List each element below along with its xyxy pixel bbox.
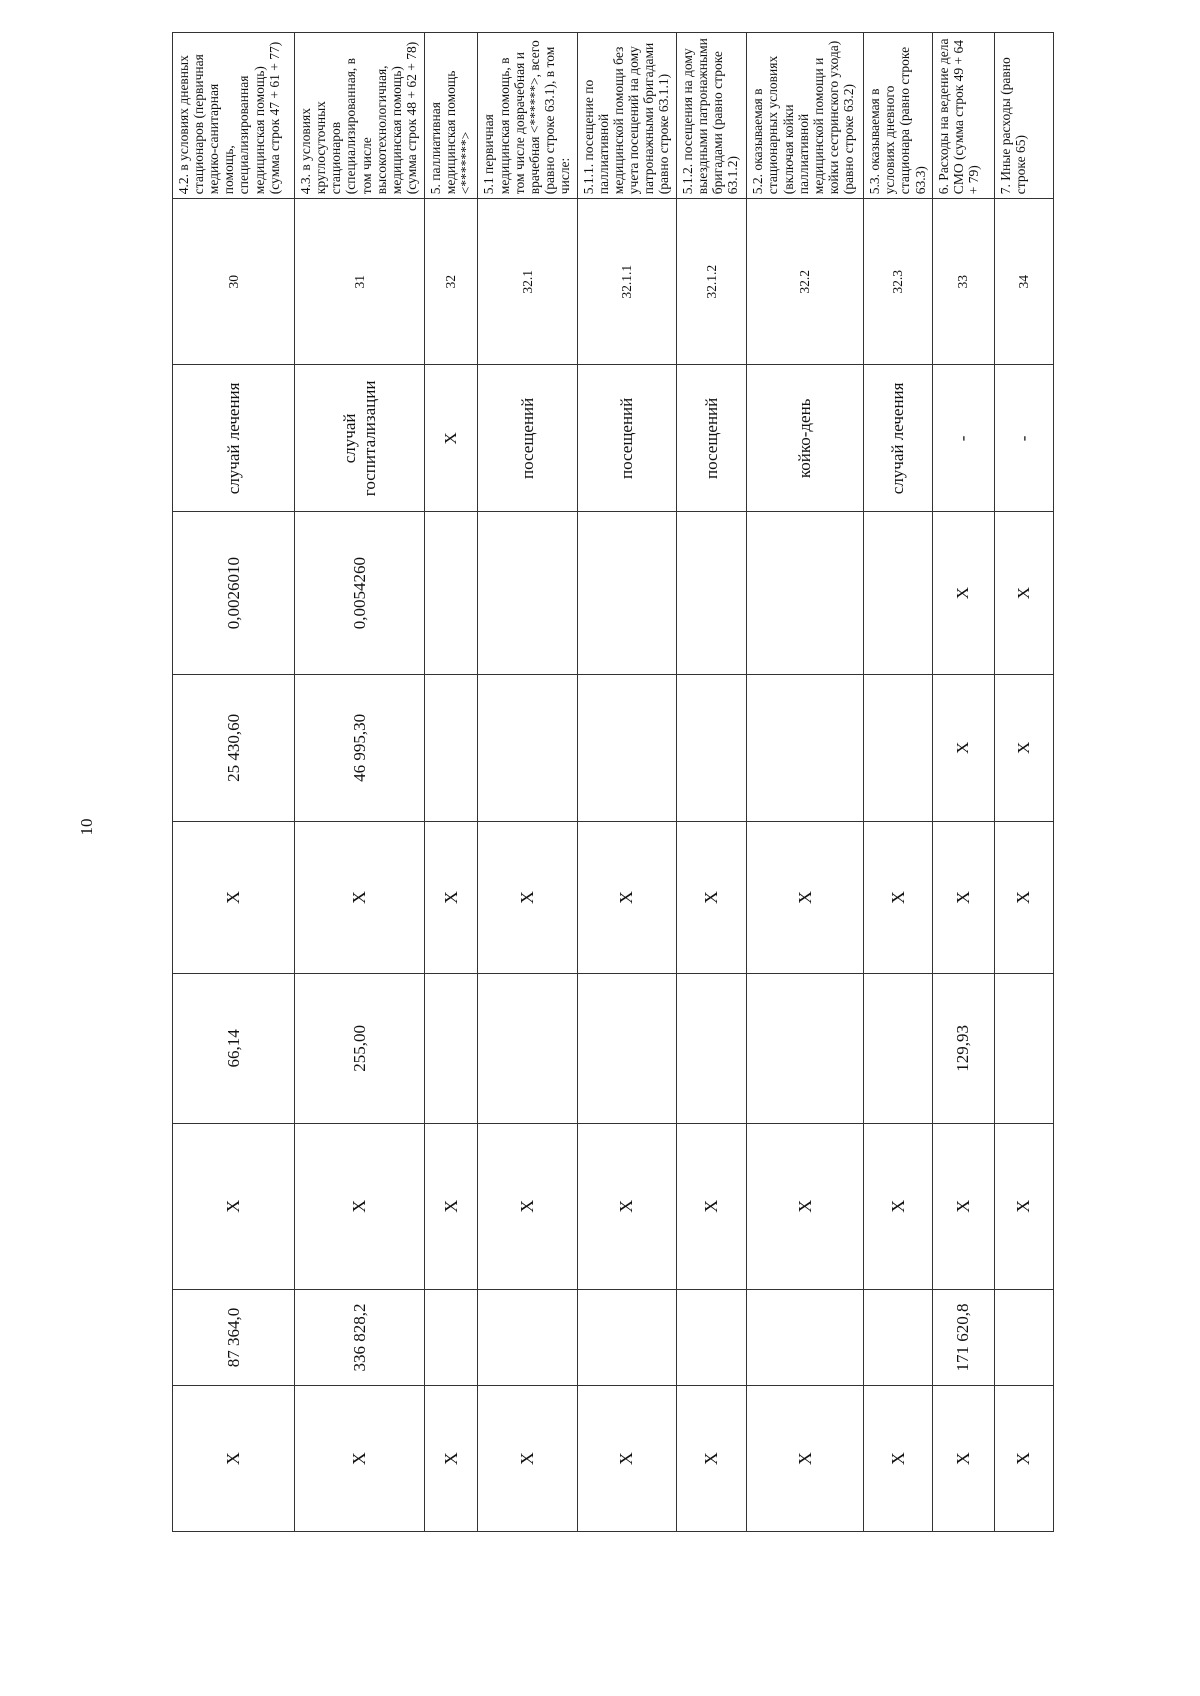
cell-col4 [478, 512, 577, 674]
cell-col10: X [994, 1386, 1053, 1532]
cell-row-label: 6. Расходы на ведение дела СМО (сумма строк 49 + 64 + 79) [932, 33, 994, 199]
cell-row-code: 32 [425, 199, 478, 365]
cell-unit: случай лечения [864, 365, 933, 512]
cell-col4: X [932, 512, 994, 674]
page-number: 10 [77, 818, 96, 836]
table-row [677, 33, 747, 1532]
cell-row-code: 32.1.1 [577, 199, 676, 365]
cell-col10: X [747, 1386, 864, 1532]
cell-col7: 66,14 [173, 974, 295, 1124]
table-row [747, 33, 864, 1532]
cell-col6: X [932, 821, 994, 973]
cell-row-code: 34 [994, 199, 1053, 365]
cell-col7 [577, 974, 676, 1124]
cell-col4 [577, 512, 676, 674]
cell-row-label: 4.2. в условиях дневных стационаров (первичная медико-санитарная помощь, специализированная медицинская помощь) (сумма строк 47 + 61 + 77) [173, 33, 295, 199]
cell-row-code: 32.3 [864, 199, 933, 365]
cell-col10: X [932, 1386, 994, 1532]
cell-row-code: 32.2 [747, 199, 864, 365]
cell-col9 [478, 1289, 577, 1385]
cell-col7 [864, 974, 933, 1124]
table-row [994, 33, 1053, 1532]
cell-col6: X [478, 821, 577, 973]
cell-unit: случай лечения [173, 365, 295, 512]
table-row [478, 33, 577, 1532]
cell-col6: X [425, 821, 478, 973]
cell-row-code: 32.1.2 [677, 199, 747, 365]
cell-col4 [677, 512, 747, 674]
table-row [173, 33, 295, 1532]
cell-col8: X [425, 1123, 478, 1289]
cell-col6: X [173, 821, 295, 973]
cell-col9 [864, 1289, 933, 1385]
cell-col5 [577, 674, 676, 821]
cell-col8: X [577, 1123, 676, 1289]
cell-col6: X [677, 821, 747, 973]
table-row [932, 33, 994, 1532]
cell-col8: X [747, 1123, 864, 1289]
cell-col5 [425, 674, 478, 821]
cell-col8: X [994, 1123, 1053, 1289]
cell-col9: 171 620,8 [932, 1289, 994, 1385]
cell-col4 [864, 512, 933, 674]
cell-col7 [425, 974, 478, 1124]
cell-unit: посещений [677, 365, 747, 512]
cell-unit: койко-день [747, 365, 864, 512]
cell-col9: 87 364,0 [173, 1289, 295, 1385]
cell-row-label: 5.1.1. посещение по паллиативной медицинской помощи без учета посещений на дому патронажными бригадами (равно строке 63.1.1) [577, 33, 676, 199]
cell-unit: посещений [478, 365, 577, 512]
rotated-table-wrapper [172, 32, 1054, 1532]
cell-row-code: 33 [932, 199, 994, 365]
cell-col9 [994, 1289, 1053, 1385]
cell-col5: 25 430,60 [173, 674, 295, 821]
cell-col5: 46 995,30 [295, 674, 425, 821]
cost-norms-table [172, 32, 1054, 1532]
cell-col4 [425, 512, 478, 674]
cell-col10: X [478, 1386, 577, 1532]
cell-col8: X [295, 1123, 425, 1289]
cell-row-label: 5.3. оказываемая в условиях дневного стационара (равно строке 63.3) [864, 33, 933, 199]
cell-unit: X [425, 365, 478, 512]
cell-col9 [425, 1289, 478, 1385]
cell-col8: X [677, 1123, 747, 1289]
cell-col4: 0,0054260 [295, 512, 425, 674]
cell-col4: 0,0026010 [173, 512, 295, 674]
cell-col5 [478, 674, 577, 821]
cell-col5: X [994, 674, 1053, 821]
cell-row-label: 5.2. оказываемая в стационарных условиях (включая койки паллиативной медицинской помощи и койки сестринского ухода) (равно строке 63.2) [747, 33, 864, 199]
cell-col7 [994, 974, 1053, 1124]
cell-col5: X [932, 674, 994, 821]
cell-col7: 255,00 [295, 974, 425, 1124]
cell-col5 [677, 674, 747, 821]
cell-col10: X [864, 1386, 933, 1532]
cell-unit: - [994, 365, 1053, 512]
cell-col6: X [864, 821, 933, 973]
cell-col7 [677, 974, 747, 1124]
cell-col4: X [994, 512, 1053, 674]
cell-unit: - [932, 365, 994, 512]
cell-col6: X [577, 821, 676, 973]
cell-col7 [747, 974, 864, 1124]
cell-col8: X [864, 1123, 933, 1289]
cell-row-code: 31 [295, 199, 425, 365]
cell-col4 [747, 512, 864, 674]
cell-row-label: 5.1.2. посещения на дому выездными патронажными бригадами (равно строке 63.1.2) [677, 33, 747, 199]
cell-col10: X [173, 1386, 295, 1532]
cell-row-label: 4.3. в условиях круглосуточных стационаров (специализированная, в том числе высокотехнологичная, медицинская помощь) (сумма строк 48 + 62 + 78) [295, 33, 425, 199]
cell-col10: X [577, 1386, 676, 1532]
cell-unit: случай госпитализации [295, 365, 425, 512]
table-row [425, 33, 478, 1532]
cell-col8: X [173, 1123, 295, 1289]
cell-col5 [747, 674, 864, 821]
cell-col8: X [478, 1123, 577, 1289]
cell-col8: X [932, 1123, 994, 1289]
cell-col10: X [677, 1386, 747, 1532]
table-row [864, 33, 933, 1532]
table-body [173, 33, 1054, 1532]
cell-col9: 336 828,2 [295, 1289, 425, 1385]
cell-col6: X [747, 821, 864, 973]
cell-col7: 129,93 [932, 974, 994, 1124]
table-row [577, 33, 676, 1532]
cell-row-code: 30 [173, 199, 295, 365]
cell-row-label: 7. Иные расходы (равно строке 65) [994, 33, 1053, 199]
cell-col6: X [295, 821, 425, 973]
cell-col9 [577, 1289, 676, 1385]
cell-col10: X [425, 1386, 478, 1532]
cell-col9 [747, 1289, 864, 1385]
cell-row-label: 5. паллиативная медицинская помощь <*******> [425, 33, 478, 199]
table-row [295, 33, 425, 1532]
cell-row-code: 32.1 [478, 199, 577, 365]
cell-col6: X [994, 821, 1053, 973]
cell-row-label: 5.1 первичная медицинская помощь, в том числе доврачебная и врачебная <******>, всего (равно строке 63.1), в том числе: [478, 33, 577, 199]
cell-col7 [478, 974, 577, 1124]
cell-col9 [677, 1289, 747, 1385]
cell-col10: X [295, 1386, 425, 1532]
cell-col5 [864, 674, 933, 821]
cell-unit: посещений [577, 365, 676, 512]
